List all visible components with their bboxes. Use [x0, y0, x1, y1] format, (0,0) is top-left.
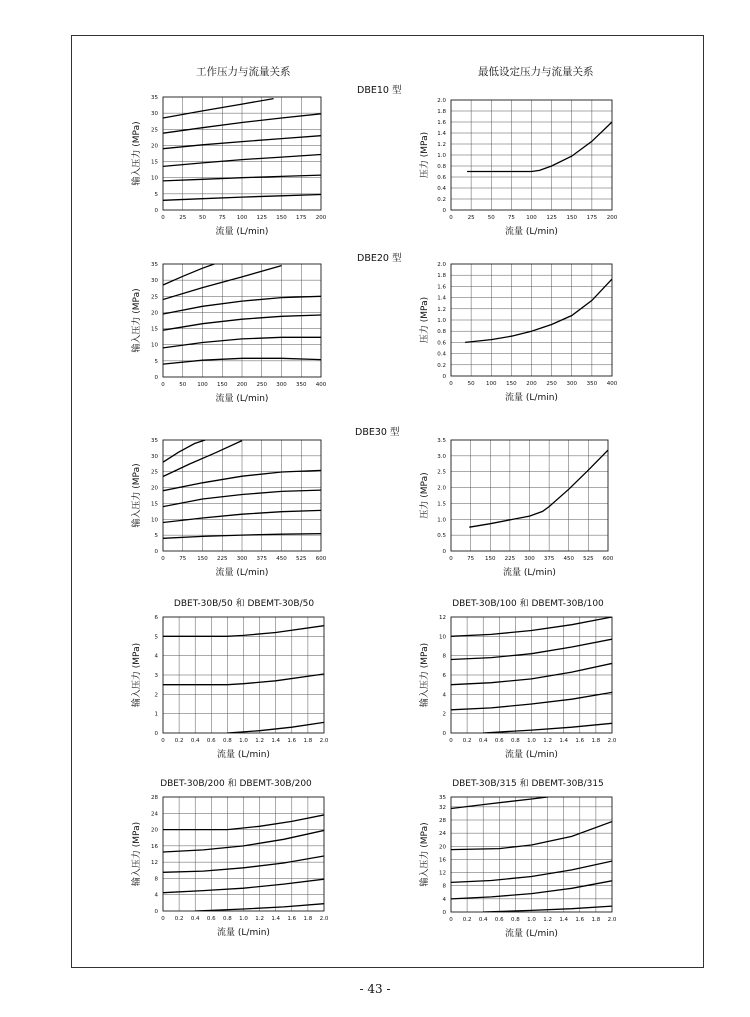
- series-line: [163, 99, 274, 118]
- y-tick-label: 0: [154, 375, 158, 381]
- y-tick-label: 35: [151, 262, 158, 268]
- y-tick-label: 30: [151, 278, 158, 285]
- y-tick-label: 5: [154, 533, 158, 540]
- x-tick-label: 1.2: [543, 917, 552, 923]
- y-tick-label: 0.4: [437, 186, 446, 192]
- y-tick-label: 12: [439, 615, 446, 621]
- y-tick-label: 5: [154, 358, 158, 365]
- y-tick-label: 12: [439, 870, 446, 877]
- x-tick-label: 250: [546, 381, 557, 387]
- y-axis-label: 压力 (MPa): [420, 472, 430, 519]
- y-tick-label: 2.0: [437, 98, 446, 104]
- y-axis-label: 输入压力 (MPa): [132, 642, 142, 708]
- series-line: [467, 122, 612, 172]
- x-tick-label: 50: [467, 381, 475, 387]
- y-axis-label: 输入压力 (MPa): [132, 463, 142, 528]
- y-tick-label: 32: [439, 804, 446, 811]
- x-tick-label: 1.4: [271, 738, 281, 744]
- y-tick-label: 28: [151, 795, 158, 801]
- y-tick-label: 0: [154, 549, 158, 555]
- x-tick-label: 0.2: [462, 917, 472, 923]
- y-tick-label: 15: [151, 159, 158, 166]
- chart-4: [418, 262, 618, 403]
- x-tick-label: 525: [296, 556, 307, 562]
- x-axis-label: 流量 (L/min): [215, 568, 269, 578]
- x-axis-label: 流量 (L/min): [215, 227, 269, 237]
- x-tick-label: 0.6: [206, 738, 216, 744]
- chart-1: [130, 95, 327, 237]
- y-tick-label: 1.4: [437, 295, 446, 302]
- chart-title: DBET-30B/100 和 DBEMT-30B/100: [452, 599, 604, 609]
- x-tick-label: 100: [197, 382, 208, 388]
- x-tick-label: 600: [602, 556, 614, 562]
- x-tick-label: 450: [276, 556, 287, 562]
- y-tick-label: 0: [442, 731, 446, 737]
- y-axis-label: 输入压力 (MPa): [420, 822, 430, 887]
- x-tick-label: 1.2: [255, 738, 264, 744]
- y-tick-label: 35: [439, 795, 446, 801]
- x-tick-label: 300: [236, 556, 248, 562]
- x-axis-label: 流量 (L/min): [505, 227, 558, 237]
- x-tick-label: 0.8: [511, 738, 520, 744]
- y-tick-label: 5: [154, 634, 158, 641]
- x-tick-label: 0.6: [494, 917, 504, 923]
- y-tick-label: 28: [439, 818, 446, 824]
- x-tick-label: 25: [467, 215, 475, 221]
- y-tick-label: 10: [151, 175, 158, 182]
- y-tick-label: 2.0: [437, 485, 446, 492]
- x-tick-label: 50: [487, 215, 495, 221]
- x-tick-label: 150: [566, 215, 577, 221]
- x-tick-label: 125: [546, 215, 557, 221]
- x-tick-label: 1.2: [543, 738, 552, 744]
- x-axis-label: 流量 (L/min): [503, 568, 556, 578]
- x-tick-label: 150: [506, 381, 517, 387]
- x-tick-label: 0: [161, 556, 165, 562]
- y-tick-label: 4: [154, 653, 158, 660]
- y-tick-label: 1.2: [437, 306, 446, 313]
- x-tick-label: 2.0: [319, 916, 329, 922]
- y-tick-label: 4: [442, 692, 446, 699]
- x-tick-label: 350: [586, 381, 598, 387]
- x-tick-label: 75: [179, 556, 187, 562]
- x-tick-label: 75: [467, 556, 475, 562]
- y-tick-label: 25: [151, 469, 158, 476]
- y-tick-label: 1.6: [437, 284, 446, 291]
- y-tick-label: 4: [442, 896, 446, 903]
- y-tick-label: 2.0: [437, 262, 446, 268]
- x-axis-label: 流量 (L/min): [505, 750, 558, 760]
- page-number: - 43 -: [359, 982, 391, 996]
- x-tick-label: 300: [566, 381, 577, 387]
- x-tick-label: 0.8: [511, 917, 520, 923]
- x-tick-label: 0: [161, 916, 165, 922]
- x-tick-label: 200: [315, 215, 327, 221]
- x-tick-label: 150: [276, 215, 287, 221]
- chart-title: DBET-30B/200 和 DBEMT-30B/200: [160, 779, 312, 789]
- chart-title: DBET-30B/50 和 DBEMT-30B/50: [173, 599, 315, 609]
- x-tick-label: 50: [199, 215, 206, 221]
- y-tick-label: 6: [154, 615, 158, 621]
- x-tick-label: 1.0: [239, 738, 248, 744]
- y-tick-label: 35: [151, 438, 158, 444]
- x-tick-label: 1.6: [575, 738, 585, 744]
- x-tick-label: 1.4: [271, 916, 281, 922]
- y-axis-label: 输入压力 (MPa): [132, 121, 142, 186]
- x-tick-label: 1.0: [239, 916, 248, 922]
- header-right: 最低设定压力与流量关系: [478, 66, 594, 78]
- y-tick-label: 12: [151, 860, 158, 867]
- x-tick-label: 0.4: [190, 738, 200, 744]
- y-tick-label: 30: [151, 111, 158, 118]
- x-tick-label: 1.8: [591, 738, 601, 744]
- chart-title: DBET-30B/315 和 DBEMT-30B/315: [452, 779, 604, 789]
- chart-3: [130, 262, 327, 404]
- y-tick-label: 1.0: [437, 153, 446, 159]
- chart-6: [418, 438, 614, 578]
- chart-2: [418, 98, 618, 237]
- x-tick-label: 0: [161, 382, 165, 388]
- y-tick-label: 0.4: [437, 351, 446, 358]
- x-tick-label: 0: [449, 556, 453, 562]
- x-tick-label: 0: [449, 738, 453, 744]
- x-tick-label: 0.2: [174, 738, 184, 744]
- y-tick-label: 0.6: [437, 175, 446, 181]
- y-tick-label: 20: [151, 310, 158, 317]
- x-tick-label: 400: [606, 381, 618, 387]
- y-tick-label: 0: [442, 374, 446, 380]
- x-axis-label: 流量 (L/min): [505, 929, 558, 939]
- y-tick-label: 20: [439, 844, 446, 851]
- x-tick-label: 2.0: [607, 738, 617, 744]
- x-tick-label: 2.0: [607, 917, 617, 923]
- y-tick-label: 1.2: [437, 142, 446, 148]
- series-line: [163, 264, 214, 285]
- y-tick-label: 0: [154, 731, 158, 737]
- y-axis-label: 输入压力 (MPa): [132, 821, 142, 887]
- y-tick-label: 25: [151, 127, 158, 134]
- x-tick-label: 0.8: [223, 916, 232, 922]
- x-tick-label: 150: [485, 556, 496, 562]
- y-tick-label: 0: [442, 549, 446, 555]
- x-tick-label: 2.0: [319, 738, 329, 744]
- y-tick-label: 3.5: [437, 438, 446, 444]
- model-label-dbe30: DBE30 型: [355, 427, 400, 438]
- y-tick-label: 1: [154, 711, 158, 718]
- x-tick-label: 375: [256, 556, 267, 562]
- x-tick-label: 1.8: [591, 917, 601, 923]
- y-tick-label: 10: [439, 634, 446, 641]
- x-tick-label: 1.6: [287, 738, 297, 744]
- x-tick-label: 225: [504, 556, 516, 562]
- x-tick-label: 150: [197, 556, 208, 562]
- y-tick-label: 0.8: [437, 164, 446, 170]
- x-tick-label: 0: [161, 738, 165, 744]
- x-tick-label: 175: [296, 215, 307, 221]
- x-tick-label: 225: [217, 556, 228, 562]
- y-tick-label: 1.8: [437, 109, 446, 115]
- chart-7: [130, 598, 329, 760]
- y-tick-label: 8: [442, 653, 446, 660]
- y-tick-label: 16: [439, 857, 446, 864]
- x-tick-label: 1.4: [559, 917, 569, 923]
- y-tick-label: 8: [442, 883, 446, 890]
- x-tick-label: 100: [236, 215, 248, 221]
- y-tick-label: 0.8: [437, 329, 446, 336]
- x-tick-label: 100: [486, 381, 497, 387]
- x-tick-label: 525: [583, 556, 594, 562]
- y-tick-label: 24: [151, 811, 158, 818]
- y-tick-label: 2: [154, 692, 158, 699]
- x-tick-label: 1.4: [559, 738, 569, 744]
- y-tick-label: 1.6: [437, 120, 446, 126]
- x-tick-label: 75: [218, 215, 226, 221]
- y-tick-label: 35: [151, 95, 158, 101]
- y-tick-label: 8: [154, 876, 158, 883]
- x-tick-label: 150: [217, 382, 228, 388]
- y-tick-label: 10: [151, 517, 158, 524]
- y-tick-label: 15: [151, 326, 158, 333]
- x-tick-label: 1.6: [575, 917, 585, 923]
- x-tick-label: 200: [526, 381, 537, 387]
- x-tick-label: 200: [236, 382, 248, 388]
- y-tick-label: 0.2: [437, 197, 446, 203]
- y-tick-label: 0: [442, 910, 446, 916]
- y-tick-label: 1.5: [437, 501, 446, 508]
- x-tick-label: 0.4: [478, 917, 488, 923]
- y-tick-label: 4: [154, 892, 158, 899]
- x-tick-label: 1.8: [303, 916, 313, 922]
- y-tick-label: 0: [154, 909, 158, 915]
- y-tick-label: 20: [151, 485, 158, 492]
- y-axis-label: 压力 (MPa): [420, 296, 430, 344]
- x-axis-label: 流量 (L/min): [217, 750, 270, 760]
- x-tick-label: 1.6: [287, 916, 297, 922]
- x-tick-label: 0.2: [462, 738, 472, 744]
- model-label-dbe10: DBE10 型: [357, 85, 402, 96]
- x-tick-label: 600: [315, 556, 327, 562]
- y-tick-label: 5: [154, 191, 158, 198]
- y-tick-label: 6: [442, 673, 446, 679]
- y-tick-label: 1.0: [437, 517, 446, 524]
- x-tick-label: 25: [179, 215, 187, 221]
- x-tick-label: 0.8: [223, 738, 232, 744]
- x-tick-label: 0.4: [478, 738, 488, 744]
- x-tick-label: 0.6: [206, 916, 216, 922]
- x-tick-label: 100: [526, 215, 537, 221]
- x-tick-label: 450: [563, 556, 574, 562]
- y-axis-label: 输入压力 (MPa): [420, 642, 430, 708]
- x-tick-label: 250: [256, 382, 267, 388]
- y-tick-label: 0: [154, 208, 158, 214]
- y-axis-label: 压力 (MPa): [420, 131, 430, 179]
- x-tick-label: 75: [507, 215, 515, 221]
- y-tick-label: 10: [151, 342, 158, 349]
- chart-9: [130, 778, 329, 938]
- x-tick-label: 1.8: [303, 738, 313, 744]
- y-tick-label: 15: [151, 501, 158, 508]
- x-tick-label: 1.0: [527, 917, 536, 923]
- y-tick-label: 0.5: [437, 533, 446, 540]
- x-tick-label: 300: [524, 556, 535, 562]
- x-tick-label: 0.2: [174, 916, 184, 922]
- y-tick-label: 1.8: [437, 273, 446, 280]
- model-label-dbe20: DBE20 型: [357, 253, 402, 264]
- header-left: 工作压力与流量关系: [196, 66, 291, 78]
- x-tick-label: 375: [543, 556, 555, 562]
- y-tick-label: 1.4: [437, 131, 446, 137]
- y-tick-label: 16: [151, 843, 158, 850]
- y-tick-label: 3.0: [437, 453, 446, 460]
- x-tick-label: 0.6: [494, 738, 504, 744]
- x-tick-label: 0: [449, 215, 453, 221]
- x-tick-label: 0.4: [190, 916, 200, 922]
- chart-8: [418, 598, 617, 760]
- y-tick-label: 0.6: [437, 340, 446, 347]
- x-axis-label: 流量 (L/min): [217, 928, 270, 938]
- chart-10: [418, 778, 617, 939]
- x-tick-label: 350: [296, 382, 307, 388]
- y-tick-label: 0: [442, 208, 446, 214]
- y-tick-label: 20: [151, 827, 158, 834]
- x-axis-label: 流量 (L/min): [505, 393, 558, 403]
- x-tick-label: 50: [179, 382, 187, 388]
- y-tick-label: 30: [151, 453, 158, 460]
- y-tick-label: 2.5: [437, 469, 446, 476]
- y-tick-label: 20: [151, 143, 158, 150]
- x-tick-label: 1.2: [255, 916, 264, 922]
- x-tick-label: 0: [449, 381, 453, 387]
- y-tick-label: 1.0: [437, 318, 446, 324]
- x-axis-label: 流量 (L/min): [215, 394, 269, 404]
- x-tick-label: 175: [586, 215, 598, 221]
- y-axis-label: 输入压力 (MPa): [132, 288, 142, 353]
- y-tick-label: 0.2: [437, 362, 446, 369]
- y-tick-label: 2: [442, 711, 446, 718]
- chart-5: [130, 438, 327, 578]
- y-tick-label: 25: [151, 294, 158, 301]
- x-tick-label: 0: [449, 917, 453, 923]
- series-line: [163, 440, 205, 462]
- x-tick-label: 400: [315, 382, 327, 388]
- x-tick-label: 200: [606, 215, 618, 221]
- y-tick-label: 3: [154, 673, 158, 679]
- x-tick-label: 0: [161, 215, 165, 221]
- x-tick-label: 1.0: [527, 738, 536, 744]
- series-line: [465, 279, 612, 342]
- x-tick-label: 125: [256, 215, 267, 221]
- y-tick-label: 24: [439, 831, 446, 838]
- x-tick-label: 300: [276, 382, 287, 388]
